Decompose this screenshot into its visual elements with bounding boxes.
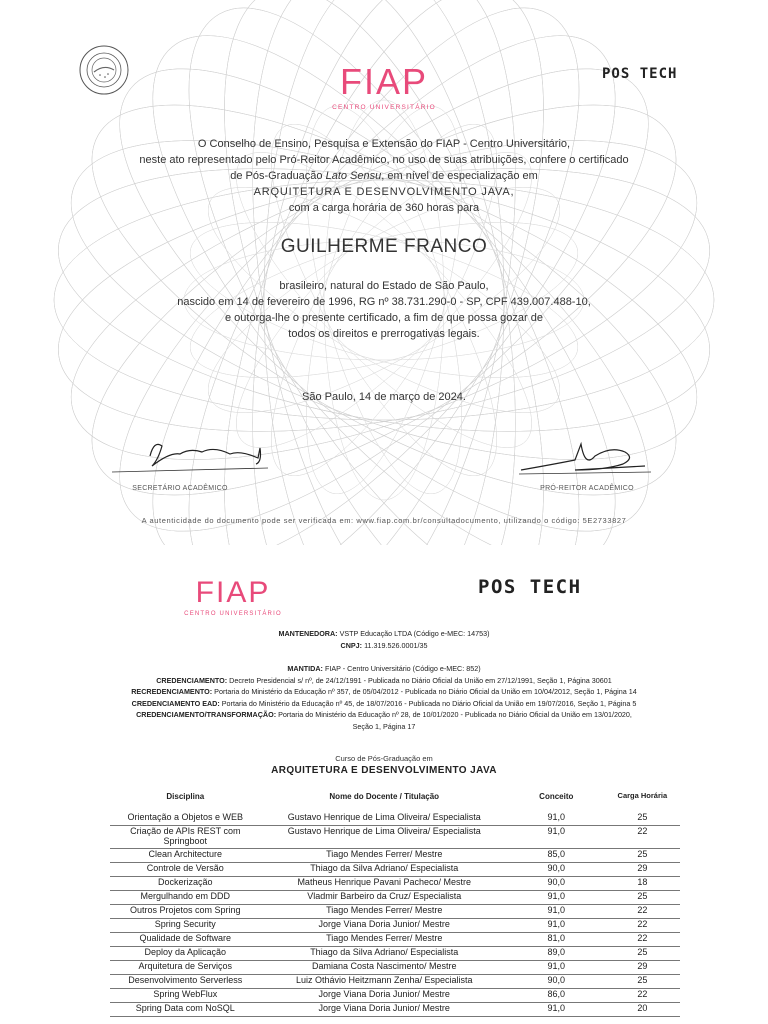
details-line-3: e outorga-lhe o presente certificado, a fim de que possa gozar de [225, 312, 543, 324]
cell-carga: 22 [605, 989, 680, 1003]
table-row [110, 905, 680, 919]
cell-carga: 20 [605, 1003, 680, 1017]
credenciamento-ead-line [80, 698, 688, 710]
cell-docente: Vladmir Barbeiro da Cruz/ Especialista [261, 891, 508, 905]
credenciamento-line [80, 675, 688, 687]
recipient-details [100, 278, 668, 342]
mantida-text: FIAP - Centro Universitário (Código e-MEC: 852) [324, 664, 481, 673]
cell-disciplina: Mergulhando em DDD [110, 891, 261, 905]
cell-docente: Luiz Othávio Heitzmann Zenha/ Especialista [261, 975, 508, 989]
cell-conceito: 85,0 [508, 849, 605, 863]
cell-conceito: 90,0 [508, 877, 605, 891]
recipient-name: GUILHERME FRANCO [280, 236, 488, 257]
cell-carga: 18 [605, 877, 680, 891]
mantenedora-label: MANTENEDORA: [278, 629, 338, 638]
cell-disciplina: Clean Architecture [110, 849, 261, 863]
cnpj-line [80, 640, 688, 652]
fiap-logo-name: FIAP [339, 61, 428, 102]
cell-conceito: 90,0 [508, 975, 605, 989]
prorector-signature [515, 438, 655, 478]
cell-disciplina: Dockerização [110, 877, 261, 891]
cell-disciplina: Controle de Versão [110, 863, 261, 877]
fiap-logo-back-subtitle: CENTRO UNIVERSITÁRIO [184, 611, 282, 617]
mantida-line [80, 663, 688, 675]
credenciamento-transf-label: CREDENCIAMENTO/TRANSFORMAÇÃO: [136, 710, 277, 719]
table-row [110, 961, 680, 975]
cell-conceito: 91,0 [508, 826, 605, 849]
grades-body [110, 812, 680, 1017]
transcript-course-name: ARQUITETURA E DESENVOLVIMENTO JAVA [271, 765, 497, 776]
issue-date: São Paulo, 14 de março de 2024. [302, 391, 466, 403]
cell-docente: Tiago Mendes Ferrer/ Mestre [261, 905, 508, 919]
cell-conceito: 91,0 [508, 919, 605, 933]
secretary-signature [110, 432, 270, 476]
cell-docente: Jorge Viana Doria Junior/ Mestre [261, 919, 508, 933]
body-line-3-suffix: , em nível de especialização em [381, 170, 538, 182]
cell-carga: 25 [605, 849, 680, 863]
cell-disciplina: Orientação a Objetos e WEB [110, 812, 261, 826]
body-line-2: neste ato representado pelo Pró-Reitor Acadêmico, no uso de suas atribuições, confere o certificado [139, 154, 629, 166]
cell-carga: 25 [605, 975, 680, 989]
credenciamento-ead-text: Portaria do Ministério da Educação nº 45, de 18/07/2016 - Publicada no Diário Oficial da União em 19/07/2016, Seção 1, Página 5 [221, 698, 637, 708]
cell-disciplina: Arquitetura de Serviços [110, 961, 261, 975]
secretary-label: SECRETÁRIO ACADÊMICO [132, 485, 228, 492]
body-line-3-italic: Lato Sensu [325, 170, 382, 182]
header-docente: Nome do Docente / Titulação [329, 792, 440, 801]
credenciamento-text: Decreto Presidencial s/ nº, de 24/12/1991 - Publicada no Diário Oficial da União em 27/12/1991, Seção 1, Página 30601 [229, 675, 612, 685]
cell-conceito: 91,0 [508, 1003, 605, 1017]
body-line-3 [100, 168, 668, 184]
course-name: ARQUITETURA E DESENVOLVIMENTO JAVA, [253, 186, 515, 198]
recredenciamento-label: RECREDENCIAMENTO: [131, 687, 213, 696]
cell-docente: Thiago da Silva Adriano/ Especialista [261, 947, 508, 961]
cell-docente: Damiana Costa Nascimento/ Mestre [261, 961, 508, 975]
recredenciamento-line [80, 686, 688, 698]
credenciamento-ead-label: CREDENCIAMENTO EAD: [131, 698, 220, 708]
course-caption: Curso de Pós-Graduação em [335, 754, 433, 763]
cell-docente: Jorge Viana Doria Junior/ Mestre [261, 989, 508, 1003]
mantenedora-text: VSTP Educação LTDA (Código e-MEC: 14753) [339, 629, 490, 638]
cell-carga: 25 [605, 947, 680, 961]
certificate-body [100, 136, 668, 216]
body-line-1: O Conselho de Ensino, Pesquisa e Extensão do FIAP - Centro Universitário, [197, 138, 571, 150]
cell-docente: Gustavo Henrique de Lima Oliveira/ Especialista [261, 826, 508, 849]
cnpj-label: CNPJ: [340, 640, 363, 650]
table-row [110, 826, 680, 849]
cell-conceito: 91,0 [508, 905, 605, 919]
body-line-3-prefix: de Pós-Graduação [230, 170, 326, 182]
cell-disciplina: Spring Data com NoSQL [110, 1003, 261, 1017]
mantenedora-line [80, 628, 688, 640]
cell-carga: 29 [605, 961, 680, 975]
table-row [110, 947, 680, 961]
table-row [110, 933, 680, 947]
cell-carga: 22 [605, 919, 680, 933]
table-row [110, 877, 680, 891]
cell-docente: Gustavo Henrique de Lima Oliveira/ Especialista [261, 812, 508, 826]
cell-conceito: 89,0 [508, 947, 605, 961]
table-row [110, 975, 680, 989]
table-row [110, 919, 680, 933]
fiap-logo [314, 61, 454, 111]
table-row [110, 812, 680, 826]
cell-disciplina: Outros Projetos com Spring [110, 905, 261, 919]
cell-docente: Thiago da Silva Adriano/ Especialista [261, 863, 508, 877]
details-line-2: nascido em 14 de fevereiro de 1996, RG nº 38.731.290-0 - SP, CPF 439.007.488-10, [177, 296, 591, 308]
fiap-logo-subtitle: CENTRO UNIVERSITÁRIO [332, 104, 436, 111]
cell-disciplina: Desenvolvimento Serverless [110, 975, 261, 989]
cell-conceito: 91,0 [508, 812, 605, 826]
hours-line: com a carga horária de 360 horas para [288, 202, 480, 214]
postech-logo-back: POS TECH [478, 576, 582, 598]
postech-logo: POS TECH [602, 66, 678, 82]
authenticity-note: A autenticidade do documento pode ser verificada em: www.fiap.com.br/consultadocumento, utilizando o código: 5E2733827 [141, 516, 627, 525]
cell-disciplina: Qualidade de Software [110, 933, 261, 947]
cell-docente: Tiago Mendes Ferrer/ Mestre [261, 933, 508, 947]
cell-conceito: 81,0 [508, 933, 605, 947]
credenciamento-label: CREDENCIAMENTO: [156, 675, 228, 685]
cell-disciplina: Deploy da Aplicação [110, 947, 261, 961]
table-row [110, 863, 680, 877]
details-line-1: brasileiro, natural do Estado de São Paulo, [279, 280, 489, 292]
cell-carga: 25 [605, 812, 680, 826]
credenciamento-transf-line-2: Seção 1, Página 17 [352, 721, 416, 731]
credenciamento-transf-line [80, 709, 688, 721]
cell-carga: 22 [605, 933, 680, 947]
details-line-4: todos os direitos e prerrogativas legais. [288, 328, 480, 340]
cnpj-text: 11.319.526.0001/35 [364, 640, 428, 650]
cell-carga: 29 [605, 863, 680, 877]
table-row [110, 849, 680, 863]
cell-docente: Tiago Mendes Ferrer/ Mestre [261, 849, 508, 863]
cell-conceito: 91,0 [508, 891, 605, 905]
cell-conceito: 86,0 [508, 989, 605, 1003]
fiap-logo-back [178, 578, 288, 617]
cell-carga: 22 [605, 826, 680, 849]
cell-docente: Matheus Henrique Pavani Pacheco/ Mestre [261, 877, 508, 891]
prorector-label: PRÓ-REITOR ACADÊMICO [540, 485, 634, 492]
recredenciamento-text: Portaria do Ministério da Educação nº 357, de 05/04/2012 - Publicada no Diário Oficial da União em 10/04/2012, Seção 1, Página 14 [214, 687, 637, 696]
table-row [110, 989, 680, 1003]
credenciamento-transf-text: Portaria do Ministério da Educação nº 28, de 10/01/2020 - Publicada no Diário Oficial da União em 13/01/2020, [278, 710, 632, 719]
cell-carga: 22 [605, 905, 680, 919]
cell-conceito: 91,0 [508, 961, 605, 975]
header-conceito: Conceito [539, 792, 574, 801]
cell-disciplina: Spring Security [110, 919, 261, 933]
cell-docente: Jorge Viana Doria Junior/ Mestre [261, 1003, 508, 1017]
header-disciplina: Disciplina [166, 792, 205, 801]
fiap-logo-back-name: FIAP [195, 576, 271, 609]
grades-table [110, 792, 680, 1017]
cell-carga: 25 [605, 891, 680, 905]
table-row [110, 1003, 680, 1017]
cell-conceito: 90,0 [508, 863, 605, 877]
header-carga: Carga Horária [617, 791, 668, 800]
federal-seal-icon [78, 44, 130, 96]
institution-info [80, 628, 688, 732]
table-row [110, 891, 680, 905]
cell-disciplina: Spring WebFlux [110, 989, 261, 1003]
grades-header [110, 792, 680, 812]
mantida-label: MANTIDA: [287, 664, 323, 673]
cell-disciplina: Criação de APIs REST com Springboot [110, 826, 261, 849]
